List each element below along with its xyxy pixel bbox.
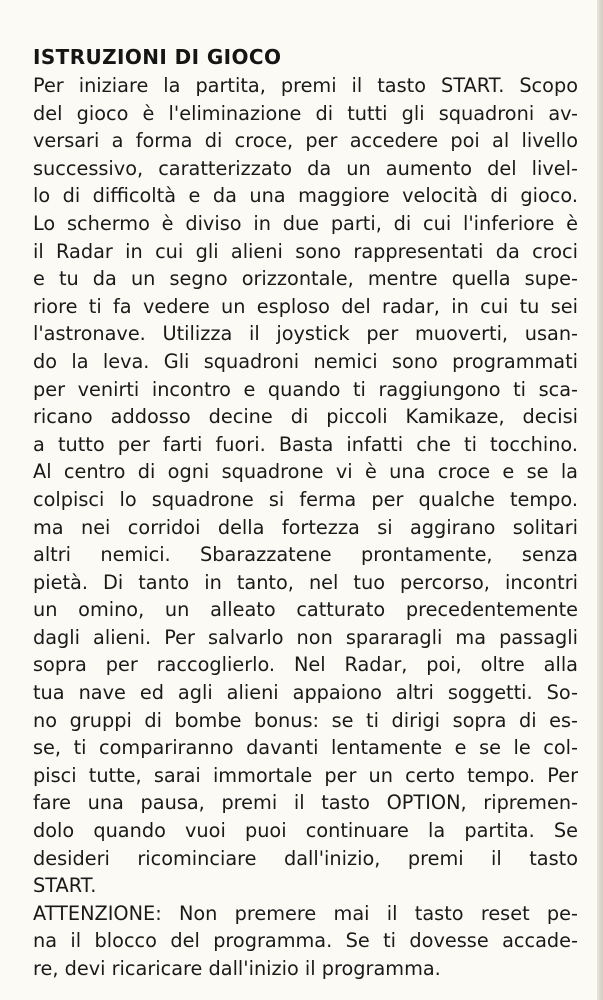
text-line: altri nemici. Sbarazzatene prontamente, senza <box>33 543 578 567</box>
instruction-sheet <box>33 42 578 983</box>
text-line: il Radar in cui gli alieni sono rappresentati da croci <box>33 239 578 263</box>
text-line: dagli alieni. Per salvarlo non spararagli ma passagli <box>33 625 578 649</box>
text-line: per venirti incontro e quando ti raggiungono ti sca- <box>33 377 578 401</box>
text-line: dolo quando vuoi puoi continuare la partita. Se <box>33 819 578 843</box>
text-line: Per iniziare la partita, premi il tasto START. Scopo <box>33 74 578 97</box>
text-line: e tu da un segno orizzontale, mentre quella supe- <box>33 267 578 291</box>
text-line: riore ti fa vedere un esploso del radar, in cui tu sei <box>33 294 578 318</box>
text-line: do la leva. Gli squadroni nemici sono programmati <box>33 349 578 373</box>
text-line: START. <box>33 874 97 898</box>
text-line: no gruppi di bombe bonus: se ti dirigi sopra di es- <box>33 708 578 732</box>
text-line: un omino, un alleato catturato precedentemente <box>33 598 578 622</box>
text-line: desideri ricominciare dall'inizio, premi il tasto <box>33 846 578 870</box>
text-line: colpisci lo squadrone si ferma per qualche tempo. <box>33 487 578 511</box>
text-line: na il blocco del programma. Se ti dovesse accade- <box>33 929 578 953</box>
text-line: re, devi ricaricare dall'inizio il programma. <box>33 957 441 980</box>
text-line: fare una pausa, premi il tasto OPTION, ripremen- <box>33 791 578 815</box>
text-line: ATTENZIONE: Non premere mai il tasto reset pe- <box>33 901 578 925</box>
text-line: se, ti compariranno davanti lentamente e se le col- <box>33 736 578 760</box>
instruction-body <box>33 72 578 983</box>
text-line: pietà. Di tanto in tanto, nel tuo percorso, incontri <box>33 570 578 594</box>
text-line: ricano addosso decine di piccoli Kamikaze, decisi <box>33 405 578 429</box>
text-line: successivo, caratterizzato da un aumento del livel- <box>33 156 578 180</box>
text-line: tua nave ed agli alieni appaiono altri soggetti. So- <box>33 681 578 705</box>
text-line: del gioco è l'eliminazione di tutti gli squadroni av- <box>33 101 578 125</box>
text-line: versari a forma di croce, per accedere poi al livello <box>33 129 578 153</box>
text-line: Al centro di ogni squadrone vi è una croce e se la <box>33 460 578 484</box>
text-line: a tutto per farti fuori. Basta infatti che ti tocchino. <box>33 432 578 456</box>
text-line: ma nei corridoi della fortezza si aggirano solitari <box>33 515 578 539</box>
text-line: Lo schermo è diviso in due parti, di cui l'inferiore è <box>33 211 578 235</box>
text-line: pisci tutte, sarai immortale per un certo tempo. Per <box>33 763 578 787</box>
text-line: lo di difficoltà e da una maggiore velocità di gioco. <box>33 184 578 208</box>
text-line: l'astronave. Utilizza il joystick per muoverti, usan- <box>33 322 578 346</box>
page-title: ISTRUZIONI DI GIOCO <box>33 45 282 69</box>
text-line: sopra per raccoglierlo. Nel Radar, poi, oltre alla <box>33 653 578 677</box>
page-edge-shadow <box>597 0 603 1000</box>
